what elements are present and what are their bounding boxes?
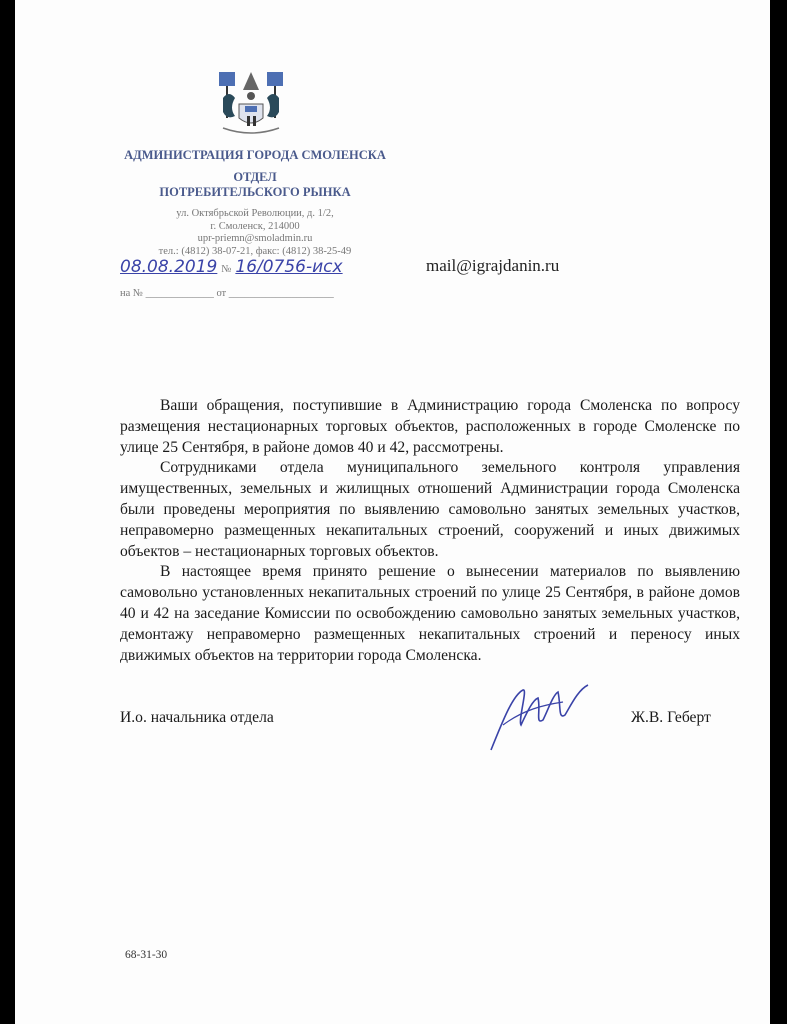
address-line1: ул. Октябрьской Революции, д. 1/2, (176, 208, 334, 219)
registration-line (120, 257, 343, 277)
recipient-email: mail@igrajdanin.ru (426, 256, 560, 275)
paragraph: В настоящее время принято решение о вынесении материалов по выявлению самовольно установленных некапитальных строений по улице 25 Сентября, в районе домов 40 и 42 на заседание Комиссии по освобождению самовольно занятых земельных участков, демонтажу неправомерно размещенных некапитальных строений и переносу иных движимых объектов на территории города Смоленска. (120, 563, 740, 664)
from-label: от (216, 288, 227, 299)
city-emblem-icon (215, 68, 287, 138)
signatory-name: Ж.В. Геберт (631, 709, 711, 726)
letter-number: 16/0756-исх (235, 257, 343, 277)
organization-name: АДМИНИСТРАЦИЯ ГОРОДА СМОЛЕНСКА (124, 148, 386, 162)
contact-email: upr-priemn@smoladmin.ru (197, 233, 313, 244)
reply-to-line (120, 288, 334, 299)
contact-block (115, 208, 395, 258)
executor-phone: 68-31-30 (125, 949, 168, 961)
reply-to-label: на № (120, 288, 143, 299)
department-line2: ПОТРЕБИТЕЛЬСКОГО РЫНКА (159, 185, 351, 199)
letter-page (15, 0, 770, 1024)
number-label: № (221, 264, 232, 275)
paragraph: Сотрудниками отдела муниципального земельного контроля управления имущественных, земельных и жилищных отношений Администрации города Смоленска были проведены мероприятия по выявлению самовольно занятых земельных участков, неправомерно размещенных некапитальных строений, сооружений и иных движимых объектов – нестационарных торговых объектов. (120, 459, 740, 560)
contact-phones: тел.: (4812) 38-07-21, факс: (4812) 38-25-49 (158, 245, 352, 257)
paragraph: Ваши обращения, поступившие в Администрацию города Смоленска по вопросу размещения нестационарных торговых объектов, расположенных в городе Смоленске по улице 25 Сентября, в районе домов 40 и 42, рассмотрены. (120, 397, 740, 456)
letter-date: 08.08.2019 (120, 257, 218, 277)
department-line1: ОТДЕЛ (233, 170, 277, 184)
handwritten-signature (483, 680, 593, 755)
signatory-position: И.о. начальника отдела (120, 709, 274, 726)
address-line2: г. Смоленск, 214000 (210, 220, 300, 232)
reply-to-blank: _____________ (145, 288, 214, 299)
department-name (115, 170, 395, 200)
letter-body (120, 396, 740, 666)
from-blank: ____________________ (228, 288, 334, 299)
